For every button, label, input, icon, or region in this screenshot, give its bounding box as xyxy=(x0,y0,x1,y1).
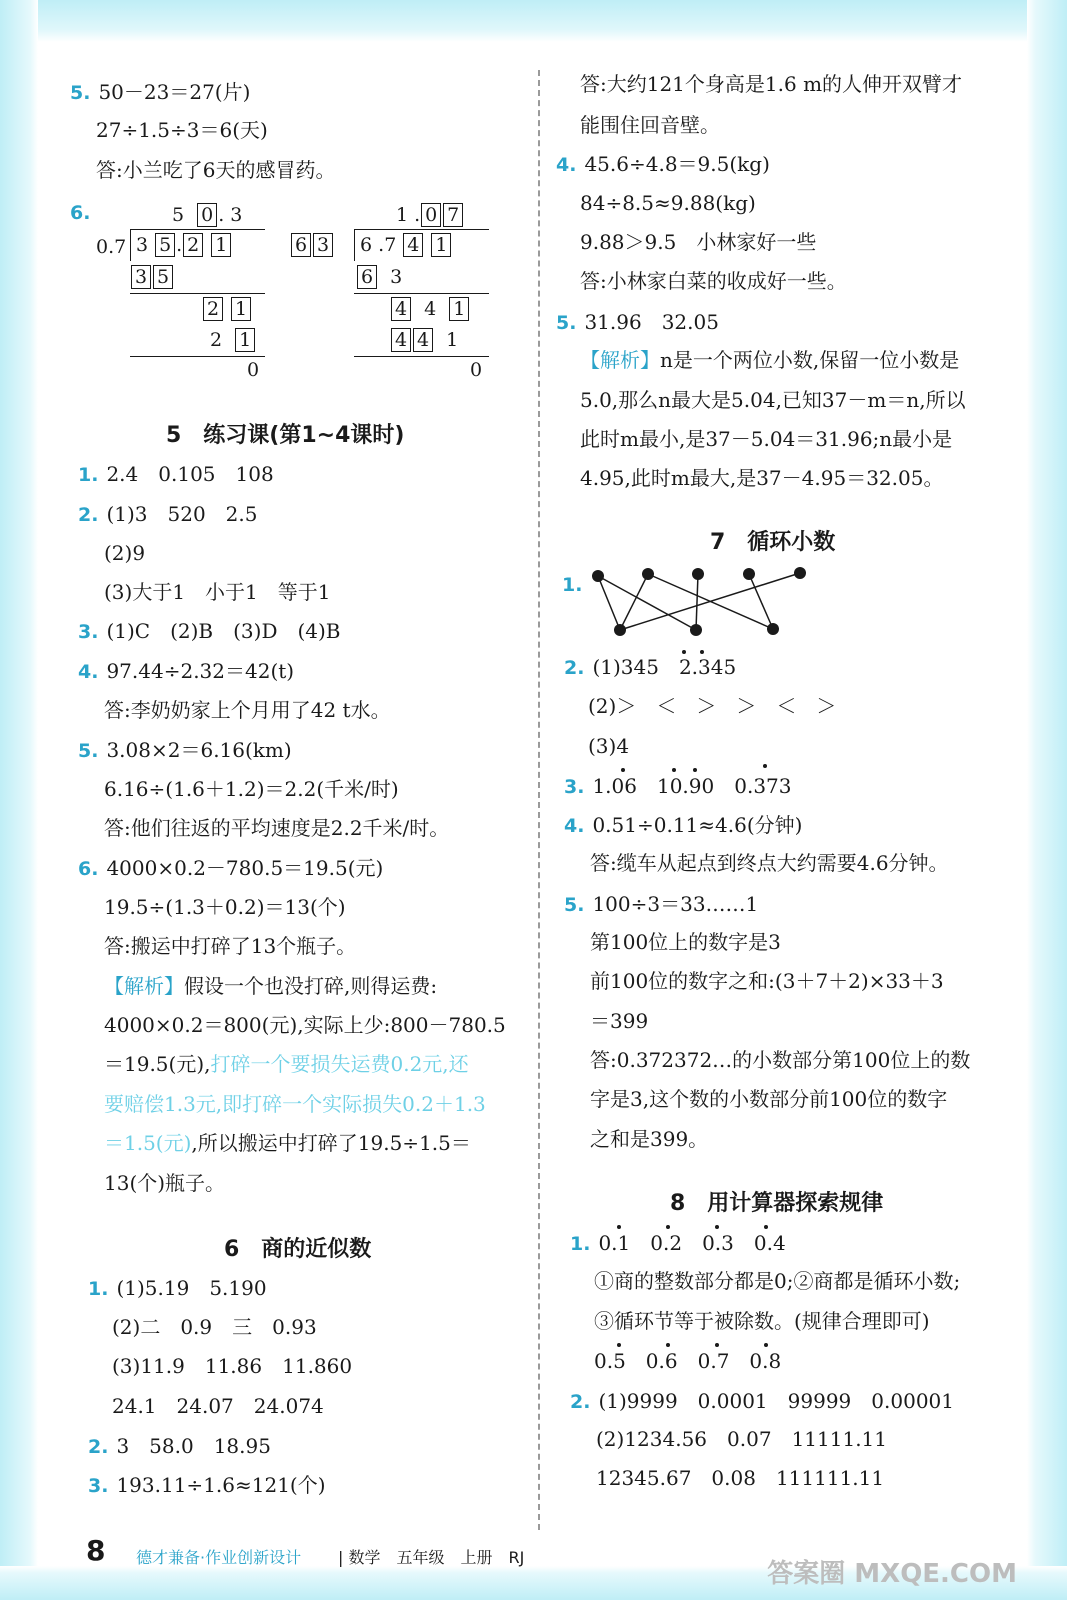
analysis-line: ＝19.5(元),打碎一个要损失运费0.2元,还 xyxy=(104,1052,469,1076)
answer-line: (2)二 0.9 三 0.93 xyxy=(112,1315,317,1339)
step: 4 4 1 xyxy=(390,297,470,321)
answer-line: 3. 193.11÷1.6≈121(个) xyxy=(88,1473,326,1497)
step: 4 4 1 xyxy=(390,328,458,352)
answer-line: 4. 0.51÷0.11≈4.6(分钟) xyxy=(564,813,803,837)
answer-line: 84÷8.5≈9.88(kg) xyxy=(580,191,756,215)
answer-line: 24.1 24.07 24.074 xyxy=(112,1394,324,1418)
answer-line: 第100位上的数字是3 xyxy=(590,930,781,954)
column-divider xyxy=(538,70,540,1530)
answer-line: 3. (1)C (2)B (3)D (4)B xyxy=(78,619,341,643)
repeat-dot xyxy=(666,1225,670,1229)
answer-line: 答:小兰吃了6天的感冒药。 xyxy=(96,158,336,182)
answer-line: (3)4 xyxy=(588,734,630,758)
repeat-dot xyxy=(617,1343,621,1347)
answer-line: 答:大约121个身高是1.6 m的人伸开双臂才 xyxy=(580,72,963,96)
answer-line: ①商的整数部分都是0;②商都是循环小数; xyxy=(594,1269,961,1293)
answer-line: 字是3,这个数的小数部分前100位的数字 xyxy=(590,1087,948,1111)
answer-line: 4. 45.6÷4.8＝9.5(kg) xyxy=(556,152,770,176)
divisor: 0.7 xyxy=(96,236,127,258)
repeat-dot xyxy=(763,764,767,768)
repeat-dot xyxy=(693,768,697,772)
answer-line: 2. (1)3 520 2.5 xyxy=(78,502,258,526)
series-name: 德才兼备·作业创新设计 xyxy=(136,1548,302,1567)
page-number: 8 xyxy=(86,1534,106,1567)
answer-line: (3)大于1 小于1 等于1 xyxy=(104,580,331,604)
division-bar xyxy=(130,229,265,230)
repeat-dot xyxy=(682,650,686,654)
answer-line: 5. 31.96 32.05 xyxy=(556,310,719,334)
answer-line: 5. 50－23＝27(片) xyxy=(70,80,251,104)
answer-line: 1. 2.4 0.105 108 xyxy=(78,462,274,486)
answer-line: 答:搬运中打碎了13个瓶子。 xyxy=(104,934,357,958)
answer-line: 3. 1.06 10.90 0.373 xyxy=(564,774,792,798)
answer-line: (2)9 xyxy=(104,541,146,565)
quotient: 5 0 . 3 xyxy=(172,204,243,226)
quotient: 1 . 0 7 xyxy=(396,203,464,227)
step: 2 1 xyxy=(210,328,256,352)
matching-diagram xyxy=(590,565,820,650)
division-bracket xyxy=(354,229,355,261)
answer-line: 2. (1)9999 0.0001 99999 0.00001 xyxy=(570,1389,954,1413)
answer-line: (3)11.9 11.86 11.860 xyxy=(112,1354,353,1378)
watermark: 答案圈 MXQE.COM xyxy=(767,1559,1017,1589)
divisor: 6 3 xyxy=(290,233,334,257)
repeat-dot xyxy=(764,1343,768,1347)
answer-line: (2)1234.56 0.07 11111.11 xyxy=(596,1427,887,1451)
answer-line: 能围住回音壁。 xyxy=(580,113,720,137)
answer-line: 0.5 0.6 0.7 0.8 xyxy=(594,1349,782,1373)
repeat-dot xyxy=(715,1343,719,1347)
answer-line: 答:小林家白菜的收成好一些。 xyxy=(580,269,847,293)
analysis-line: 【解析】n是一个两位小数,保留一位小数是 xyxy=(580,348,960,372)
repeat-dot xyxy=(764,1225,768,1229)
answer-line: 之和是399。 xyxy=(590,1127,709,1151)
step-line xyxy=(130,293,265,294)
analysis-line: 要赔偿1.3元,即打碎一个实际损失0.2＋1.3 xyxy=(104,1092,486,1116)
answer-line: 答:他们往返的平均速度是2.2千米/时。 xyxy=(104,816,450,840)
answer-line: 2. 3 58.0 18.95 xyxy=(88,1434,271,1458)
step-line xyxy=(354,293,489,294)
repeat-dot xyxy=(621,768,625,772)
repeat-dot xyxy=(700,650,704,654)
remainder: 0 xyxy=(470,359,483,381)
answer-line: 答:李奶奶家上个月用了42 t水。 xyxy=(104,698,391,722)
answer-line: 27÷1.5÷3＝6(天) xyxy=(96,118,268,142)
top-border xyxy=(0,0,1067,42)
analysis-line: 5.0,那么n最大是5.04,已知37－m＝n,所以 xyxy=(580,388,966,412)
section-title: 6 商的近似数 xyxy=(224,1237,372,1262)
answer-line: ③循环节等于被除数。(规律合理即可) xyxy=(594,1309,930,1333)
answer-line: 1. 0.1 0.2 0.3 0.4 xyxy=(570,1231,786,1255)
answer-line: 5. 100÷3＝33……1 xyxy=(564,892,759,916)
repeat-dot xyxy=(715,1225,719,1229)
answer-line: (2)＞ ＜ ＞ ＞ ＜ ＞ xyxy=(588,694,837,718)
repeat-dot xyxy=(672,768,676,772)
answer-line: 2. (1)345 2.345 xyxy=(564,655,737,679)
analysis-line: 此时m最小,是37－5.04＝31.96;n最小是 xyxy=(580,427,953,451)
dividend: 3 5 . 2 1 xyxy=(136,233,232,257)
answer-line: 答:0.372372…的小数部分第100位上的数 xyxy=(590,1048,971,1072)
dividend: 6 .7 4 1 xyxy=(360,233,452,257)
step: 6 3 xyxy=(356,265,402,289)
answer-line: 6.16÷(1.6＋1.2)＝2.2(千米/时) xyxy=(104,777,399,801)
analysis-line: 【解析】假设一个也没打碎,则得运费: xyxy=(104,974,438,998)
question-number: 6. xyxy=(70,202,91,224)
analysis-line: 13(个)瓶子。 xyxy=(104,1171,226,1195)
step-line xyxy=(354,356,489,357)
answer-line: 答:缆车从起点到终点大约需要4.6分钟。 xyxy=(590,851,949,875)
repeat-dot xyxy=(617,1225,621,1229)
answer-line: 6. 4000×0.2－780.5＝19.5(元) xyxy=(78,856,384,880)
answer-line: 19.5÷(1.3＋0.2)＝13(个) xyxy=(104,895,346,919)
step: 3 5 xyxy=(130,265,174,289)
answer-line: 9.88＞9.5 小林家好一些 xyxy=(580,230,817,254)
question-number: 1. xyxy=(562,574,583,596)
analysis-line: 4.95,此时m最大,是37－4.95＝32.05。 xyxy=(580,466,944,490)
section-title: 7 循环小数 xyxy=(710,530,836,555)
section-title: 8 用计算器探索规律 xyxy=(670,1191,884,1216)
analysis-tag: 【解析】 xyxy=(104,974,184,998)
answer-line: 4. 97.44÷2.32＝42(t) xyxy=(78,659,295,683)
answer-line: 5. 3.08×2＝6.16(km) xyxy=(78,738,292,762)
answer-line: 前100位的数字之和:(3＋7＋2)×33＋3 xyxy=(590,969,944,993)
answer-line: 12345.67 0.08 111111.11 xyxy=(596,1466,885,1490)
left-border xyxy=(0,0,38,1600)
analysis-line: 4000×0.2＝800(元),实际上少:800－780.5 xyxy=(104,1013,506,1037)
analysis-tag: 【解析】 xyxy=(580,348,660,372)
section-title: 5 练习课(第1~4课时) xyxy=(166,423,405,448)
answer-line: ＝399 xyxy=(590,1009,649,1033)
book-info: | 数学 五年级 上册 RJ xyxy=(338,1548,525,1567)
division-bracket xyxy=(130,229,131,261)
step-line xyxy=(130,356,265,357)
remainder: 0 xyxy=(247,359,260,381)
repeat-dot xyxy=(666,1343,670,1347)
division-bar xyxy=(354,229,489,230)
step: 2 1 xyxy=(202,297,252,321)
analysis-line: ＝1.5(元),所以搬运中打碎了19.5÷1.5＝ xyxy=(104,1131,471,1155)
answer-line: 1. (1)5.19 5.190 xyxy=(88,1276,267,1300)
right-border xyxy=(1027,0,1067,1600)
